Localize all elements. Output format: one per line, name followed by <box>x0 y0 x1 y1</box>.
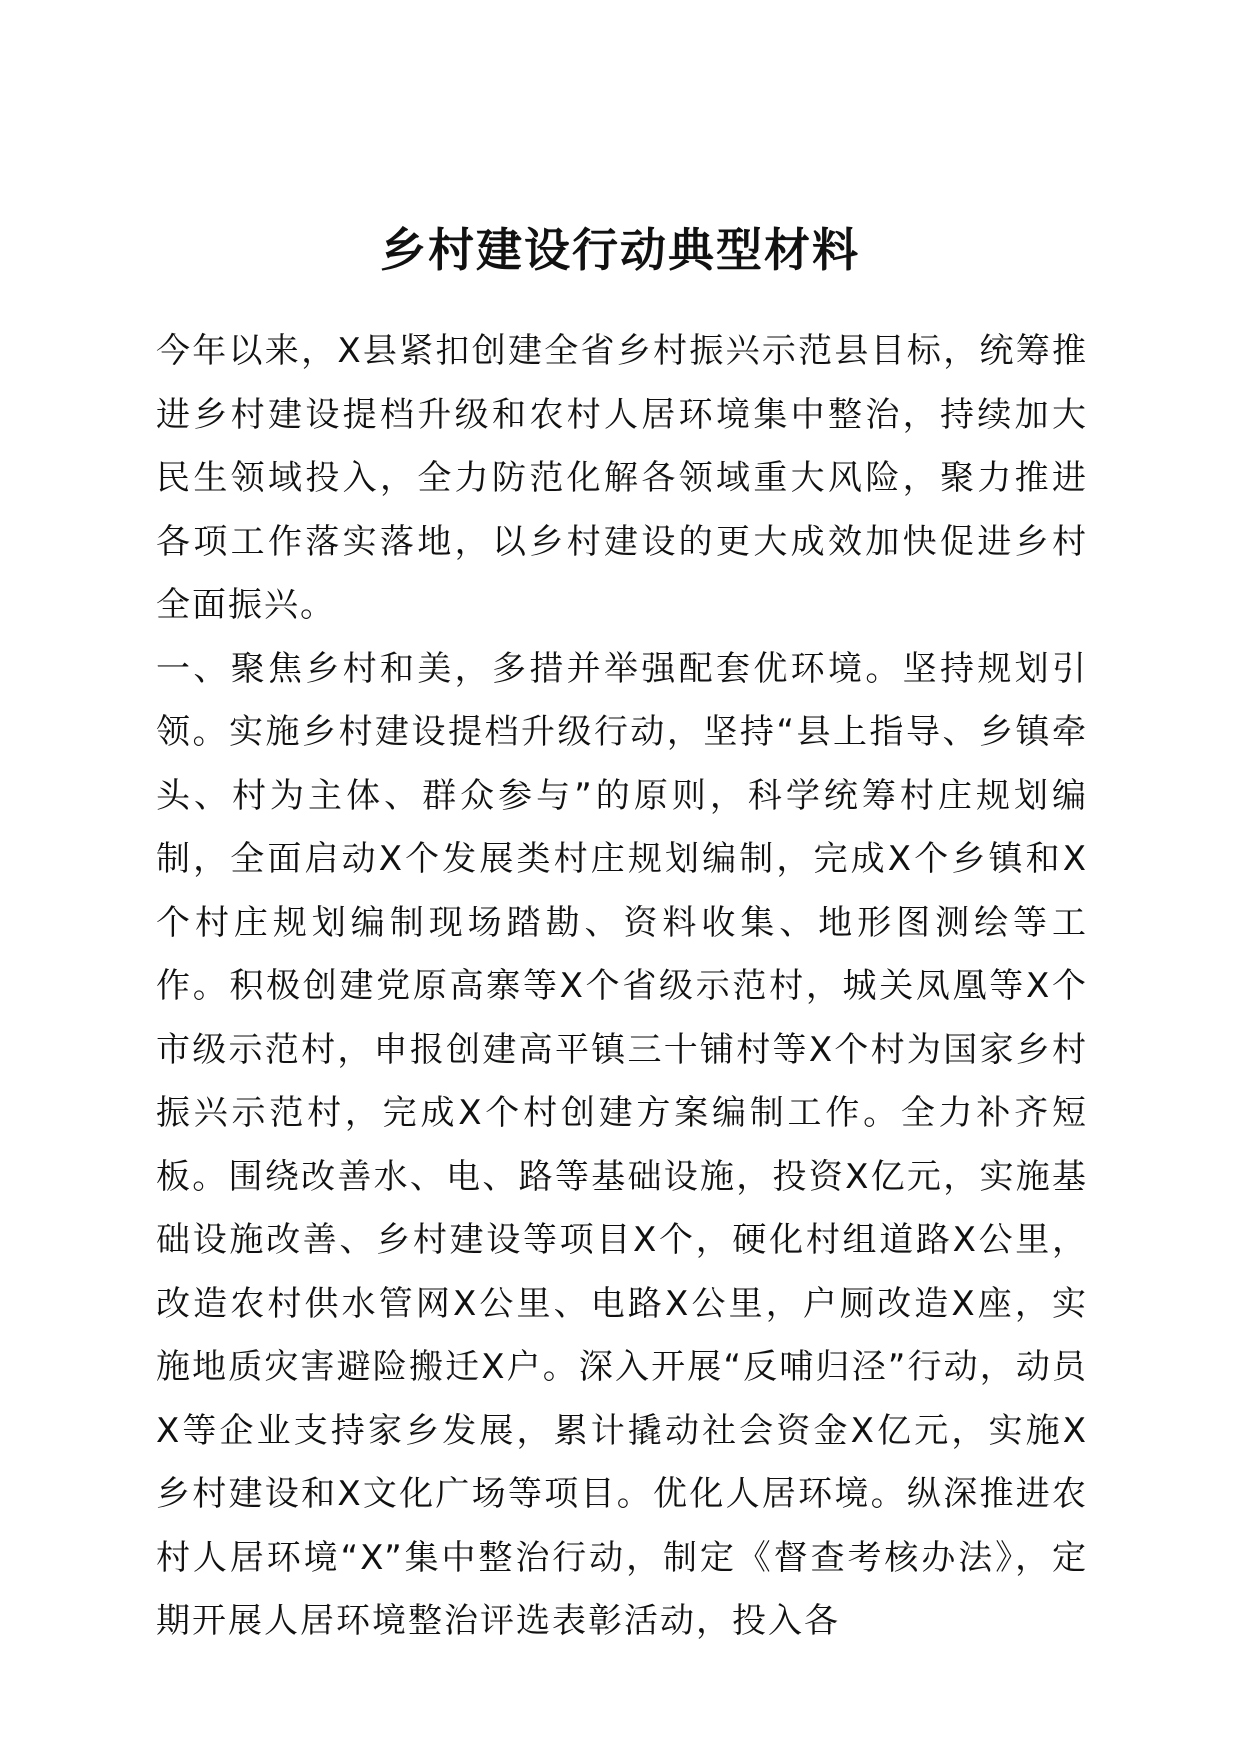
paragraph-section-one: 一、聚焦乡村和美，多措并举强配套优环境。坚持规划引领。实施乡村建设提档升级行动，坚持“县上指导、乡镇牵头、村为主体、群众参与”的原则，科学统筹村庄规划编制，全面启动X个发展类村庄规划编制，完成X个乡镇和X个村庄规划编制现场踏勘、资料收集、地形图测绘等工作。积极创建党原高寨等X个省级示范村，城关凤凰等X个市级示范村，申报创建高平镇三十铺村等X个村为国家乡村振兴示范村，完成X个村创建方案编制工作。全力补齐短板。围绕改善水、电、路等基础设施，投资X亿元，实施基础设施改善、乡村建设等项目X个，硬化村组道路X公里，改造农村供水管网X公里、电路X公里，户厕改造X座，实施地质灾害避险搬迁X户。深入开展“反哺归泾”行动，动员X等企业支持家乡发展，累计撬动社会资金X亿元，实施X乡村建设和X文化广场等项目。优化人居环境。纵深推进农村人居环境“X”集中整治行动，制定《督查考核办法》，定期开展人居环境整治评选表彰活动，投入各 <box>156 648 1088 1641</box>
document-title: 乡村建设行动典型材料 <box>380 223 860 277</box>
paragraph-intro: 今年以来，X县紧扣创建全省乡村振兴示范县目标，统筹推进乡村建设提档升级和农村人居环境集中整治，持续加大民生领域投入，全力防范化解各领域重大风险，聚力推进各项工作落实落地，以乡村建设的更大成效加快促进乡村全面振兴。 <box>156 331 1088 625</box>
document-body <box>156 320 1088 1654</box>
